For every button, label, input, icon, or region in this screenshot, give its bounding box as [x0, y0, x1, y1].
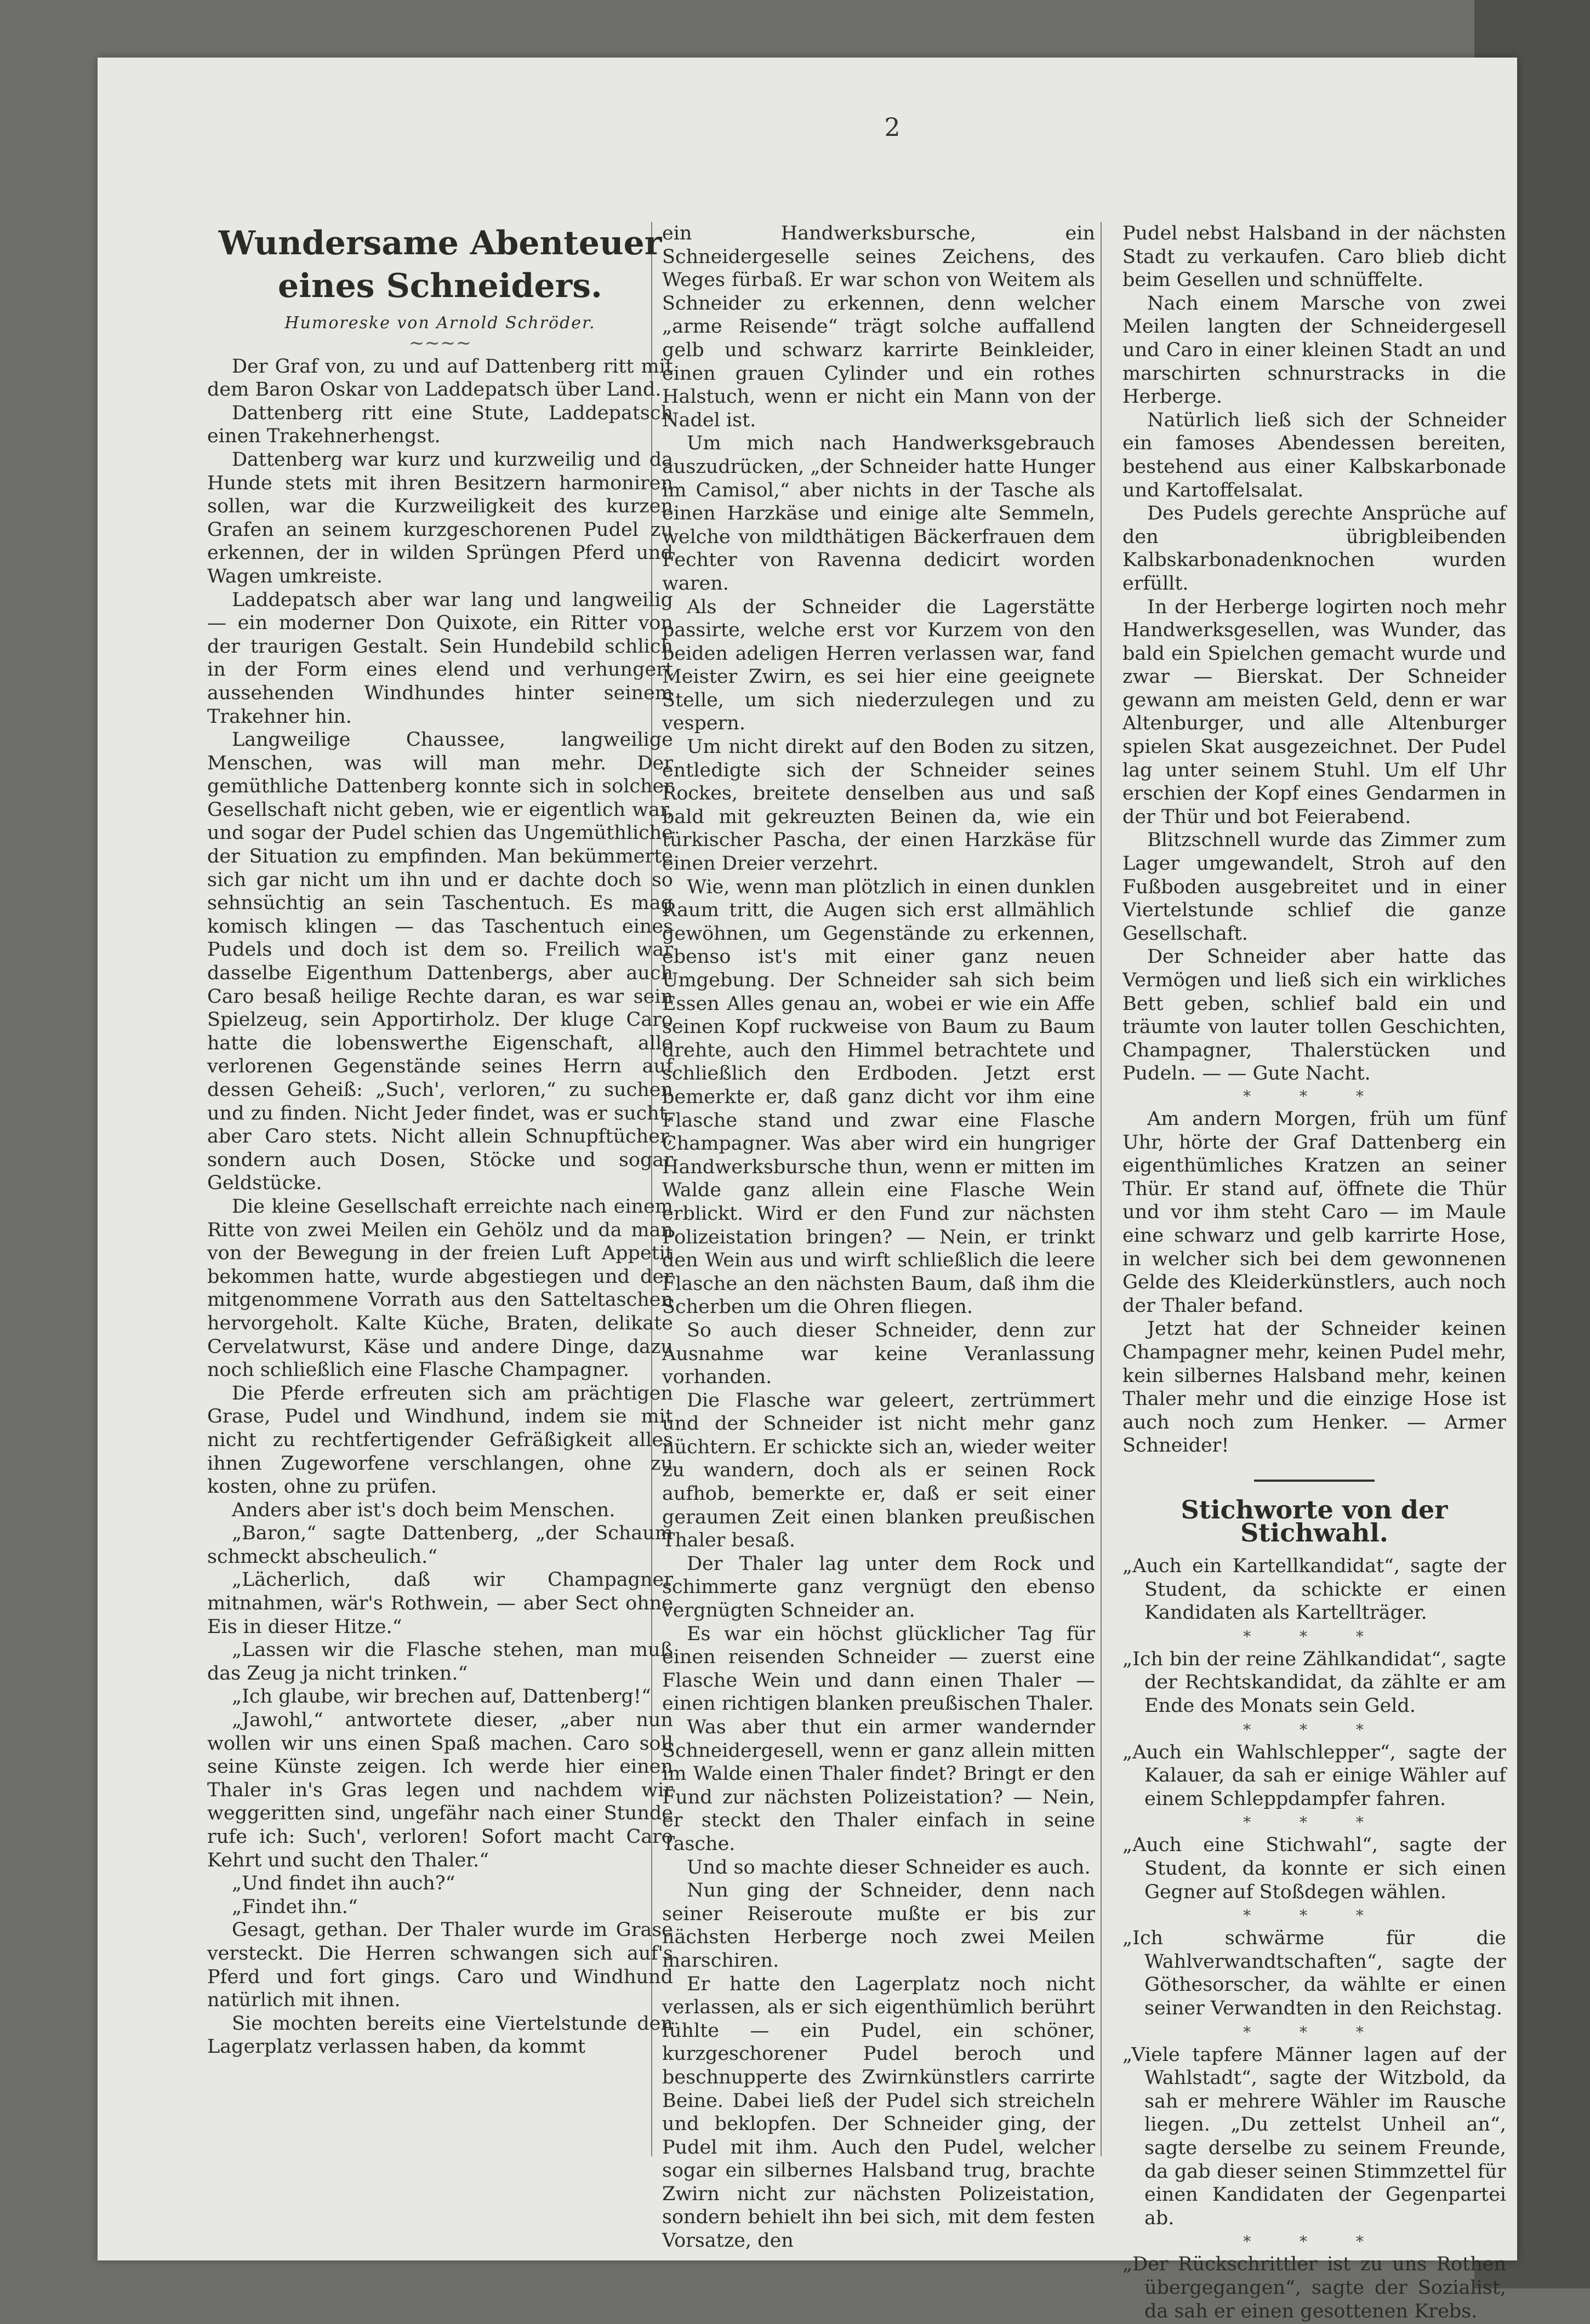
item-separator-stars: * * *: [1243, 2023, 1386, 2041]
item-separator-stars: * * *: [1243, 1813, 1386, 1832]
item-separator-stars: * * *: [1243, 2232, 1386, 2251]
paragraph: Nach einem Marsche von zwei Meilen langten der Schneidergesell und Caro in einer kleinen Stadt an und marschirten schnurstracks in die Herberge.: [1122, 292, 1506, 408]
paragraph: Als der Schneider die Lagerstätte passirte, welche erst vor Kurzem von den beiden adeligen Herren verlassen war, fand Meister Zwirn, es sei hier eine geeignete Stelle, um sich niederzulegen und zu vespern.: [662, 596, 1095, 735]
newspaper-page: [98, 58, 1517, 2322]
item-separator-stars: * * *: [1243, 1627, 1386, 1646]
paragraph: Laddepatsch aber war lang und langweilig — ein moderner Don Quixote, ein Ritter von der traurigen Gestalt. Sein Hundebild schlich in der Form eines elend und verhungert aussehenden Windhundes hinter seinem Trakehner hin.: [207, 589, 673, 728]
paragraph: Wie, wenn man plötzlich in einen dunklen Raum tritt, die Augen sich erst allmählich gewöhnen, um Gegenstände zu erkennen, ebenso ist's mit einer ganz neuen Umgebung. Der Schneider sah sich beim Essen Alles genau an, wobei er wie ein Affe seinen Kopf ruckweise von Baum zu Baum drehte, auch den Himmel betrachtete und schließlich den Erdboden. Jetzt erst bemerkte er, daß ganz dicht vor ihm eine Flasche stand und zwar eine Flasche Champagner. Was aber wird ein hungriger Handwerksbursche thun, wenn er mitten im Walde ganz allein eine Flasche Wein erblickt. Wird er den Fund zur nächsten Polizeistation bringen? — Nein, er trinkt den Wein aus und wirft schließlich die leere Flasche an den nächsten Baum, daß ihm die Scherben um die Ohren fliegen.: [662, 876, 1095, 1318]
article-byline: Humoreske von Arnold Schröder.: [284, 313, 596, 333]
column-2-text: [662, 222, 1095, 2253]
paragraph: Der Thaler lag unter dem Rock und schimmerte ganz vergnügt den ebenso vergnügten Schneider an.: [662, 1552, 1095, 1622]
paragraph: Gesagt, gethan. Der Thaler wurde im Grase versteckt. Die Herren schwangen sich auf's Pferd und fort gings. Caro und Windhund natürlich mit ihnen.: [207, 1919, 673, 2012]
paragraph: Die Pferde erfreuten sich am prächtigen Grase, Pudel und Windhund, indem sie mit nicht zu rechtfertigender Gefräßigkeit alles ihnen Zugeworfene verschlangen, ohne zu kosten, ohne zu prüfen.: [207, 1382, 673, 1498]
column-3-text: [1122, 222, 1506, 1086]
item-separator-stars: * * *: [1243, 1720, 1386, 1739]
paragraph: So auch dieser Schneider, denn zur Ausnahme war keine Veranlassung vorhanden.: [662, 1319, 1095, 1389]
paragraph: Blitzschnell wurde das Zimmer zum Lager umgewandelt, Stroh auf den Fußboden ausgebreitet und in einer Viertelstunde schlief die ganze Gesellschaft.: [1122, 829, 1506, 945]
paragraph: „Lächerlich, daß wir Champagner mitnahmen, wär's Rothwein, — aber Sect ohne Eis in dieser Hitze.“: [207, 1569, 673, 1638]
paragraph: „Findet ihn.“: [232, 1895, 358, 1918]
paragraph: Es war ein höchst glücklicher Tag für einen reisenden Schneider — zuerst eine Flasche Wein und dann einen Thaler — einen richtigen blanken preußischen Thaler.: [662, 1623, 1095, 1715]
paragraph: Um nicht direkt auf den Boden zu sitzen, entledigte sich der Schneider seines Rockes, breitete denselben aus und saß bald mit gekreuzten Beinen da, wie ein türkischer Pascha, der einen Harzkäse für einen Dreier verzehrt.: [662, 736, 1095, 875]
paragraph: „Ich glaube, wir brechen auf, Dattenberg!“: [232, 1686, 651, 1708]
column-2: [662, 222, 1095, 2253]
separator-stars: * * *: [1243, 1087, 1386, 1105]
item-separator-stars: * * *: [1243, 1906, 1386, 1925]
paragraph: Er hatte den Lagerplatz noch nicht verlassen, als er sich eigenthümlich berührt fühlte — ein Pudel, ein schöner, kurzgeschorener Pudel beroch und beschnupperte des Zwirnkünstlers carrirte Beine. Dabei ließ der Pudel sich streicheln und beklopfen. Der Schneider ging, der Pudel mit ihm. Auch den Pudel, welcher sogar ein silbernes Halsband trug, brachte Zwirn nicht zur nächsten Polizeistation, sondern behielt ihn bei sich, mit dem festen Vorsatze, den: [662, 1973, 1095, 2252]
stichwort-item: „Auch eine Stichwahl“, sagte der Student, da konnte er sich einen Gegner auf Stoßdegen wählen.: [1122, 1834, 1506, 1903]
paragraph: Dattenberg war kurz und kurzweilig und da Hunde stets mit ihren Besitzern harmoniren sollen, war die Kurzweiligkeit des kurzen Grafen an seinem kurzgeschorenen Pudel zu erkennen, der in wilden Sprüngen Pferd und Wagen umkreiste.: [207, 448, 673, 587]
paragraph: Der Schneider aber hatte das Vermögen und ließ sich ein wirkliches Bett geben, schlief bald ein und träumte von lauter tollen Geschichten, Champagner, Thalerstücken und Pudeln. — — Gute Nacht.: [1122, 946, 1506, 1085]
paragraph: Anders aber ist's doch beim Menschen.: [232, 1499, 616, 1521]
paragraph: Die kleine Gesellschaft erreichte nach einem Ritte von zwei Meilen ein Gehölz und da man von der Bewegung in der freien Luft Appetit bekommen hatte, wurde abgestiegen und der mitgenommene Vorrath aus den Satteltaschen hervorgeholt. Kalte Küche, Braten, delikate Cervelatwurst, Käse und andere Dinge, dazu noch schließlich eine Flasche Champagner.: [207, 1195, 673, 1381]
column-3: [1122, 222, 1506, 2324]
column-3-ending: [1122, 1107, 1506, 1458]
paragraph: Sie mochten bereits eine Viertelstunde den Lagerplatz verlassen haben, da kommt: [207, 2012, 673, 2058]
paragraph: „Jawohl,“ antwortete dieser, „aber nun wollen wir uns einen Spaß machen. Caro soll seine Künste zeigen. Ich werde hier einen Thaler in's Gras legen und nachdem wir weggeritten sind, ungefähr nach einer Stunde rufe ich: Such', verloren! Sofort macht Caro Kehrt und sucht den Thaler.“: [207, 1709, 673, 1871]
column-1-text: [207, 355, 673, 2059]
paragraph: In der Herberge logirten noch mehr Handwerksgesellen, was Wunder, das bald ein Spielchen gemacht wurde und zwar — Bierskat. Der Schneider gewann am meisten Geld, denn er war Altenburger, und alle Altenburger spielen Skat ausgezeichnet. Der Pudel lag unter seinem Stuhl. Um elf Uhr erschien der Kopf eines Gendarmen in der Thür und bot Feierabend.: [1122, 596, 1506, 828]
paragraph: Pudel nebst Halsband in der nächsten Stadt zu verkaufen. Caro blieb dicht beim Gesellen und schnüffelte.: [1122, 222, 1506, 292]
section-rule: [1254, 1480, 1375, 1482]
ornament: ~~~~: [409, 332, 471, 354]
paragraph: Nun ging der Schneider, denn nach seiner Reiseroute mußte er bis zur nächsten Herberge noch zwei Meilen marschiren.: [662, 1880, 1095, 1972]
stichwort-item: „Ich schwärme für die Wahlverwandtschaften“, sagte der Göthesorscher, da wählte er einen seiner Verwandten in den Reichstag.: [1122, 1927, 1506, 2019]
stichwort-item: „Der Rückschrittler ist zu uns Rothen übergegangen“, sagte der Sozialist, da sah er einen gesottenen Krebs.: [1122, 2253, 1506, 2322]
stichwort-item: „Ich bin der reine Zählkandidat“, sagte der Rechtskandidat, da zählte er am Ende des Monats sein Geld.: [1122, 1648, 1506, 1717]
paragraph: Und so machte dieser Schneider es auch.: [687, 1856, 1091, 1878]
article-title: Wundersame Abenteuer eines Schneiders.: [218, 224, 662, 305]
paragraph: Jetzt hat der Schneider keinen Champagner mehr, keinen Pudel mehr, kein silbernes Halsband mehr, keinen Thaler mehr und die einzige Hose ist auch noch zum Henker. — Armer Schneider!: [1122, 1318, 1506, 1457]
stichwort-item: „Viele tapfere Männer lagen auf der Wahlstadt“, sagte der Witzbold, da sah er mehrere Wähler im Rausche liegen. „Du zettelst Unheil an“, sagte derselbe zu seinem Freunde, da gab dieser seinen Stimmzettel für einen Kandidaten der Gegenpartei ab.: [1122, 2043, 1506, 2229]
paragraph: Was aber thut ein armer wandernder Schneidergesell, wenn er ganz allein mitten im Walde einen Thaler findet? Bringt er den Fund zur nächsten Polizeistation? — Nein, er steckt den Thaler einfach in seine Tasche.: [662, 1716, 1095, 1855]
paragraph: Am andern Morgen, früh um fünf Uhr, hörte der Graf Dattenberg ein eigenthümliches Kratzen an seiner Thür. Er stand auf, öffnete die Thür und vor ihm steht Caro — im Maule eine schwarz und gelb karrirte Hose, in welcher sich bei dem gewonnenen Gelde des Kleiderkünstlers, auch noch der Thaler befand.: [1122, 1107, 1506, 1317]
page-number: 2: [884, 112, 901, 142]
paragraph: Des Pudels gerechte Ansprüche auf den übrigbleibenden Kalbskarbonadenknochen wurden erfüllt.: [1122, 503, 1506, 595]
paragraph: Der Graf von, zu und auf Dattenberg ritt mit dem Baron Oskar von Laddepatsch über Land.: [207, 355, 673, 401]
stichworte-list: [1122, 1555, 1506, 2323]
paragraph: „Lassen wir die Flasche stehen, man muß das Zeug ja nicht trinken.“: [207, 1639, 673, 1685]
paragraph: Die Flasche war geleert, zertrümmert und der Schneider ist nicht mehr ganz nüchtern. Er schickte sich an, wieder weiter zu wandern, doch als er seinen Rock aufhob, bemerkte er, daß er seit einer geraumen Zeit einen blanken preußischen Thaler besaß.: [662, 1389, 1095, 1552]
paragraph: Um mich nach Handwerksgebrauch auszudrücken, „der Schneider hatte Hunger im Camisol,“ aber nichts in der Tasche als einen Harzkäse und einige alte Semmeln, welche von mildthätigen Bäckerfrauen dem Fechter von Ravenna dedicirt worden waren.: [662, 432, 1095, 595]
paragraph: Langweilige Chaussee, langweilige Menschen, was will man mehr. Der gemüthliche Dattenberg konnte sich in solcher Gesellschaft nicht geben, wie er eigentlich war, und sogar der Pudel schien das Ungemüthliche der Situation zu empfinden. Man bekümmerte sich gar nicht um ihn und er dachte doch so sehnsüchtig an sein Taschentuch. Es mag komisch klingen — das Taschentuch eines Pudels und doch ist dem so. Freilich war dasselbe Eigenthum Dattenbergs, aber auch Caro besaß heilige Rechte daran, es war sein Spielzeug, sein Apportirholz. Der kluge Caro hatte die lobenswerthe Eigenschaft, alle verlorenen Gegenstände seines Herrn auf dessen Geheiß: „Such', verloren,“ zu suchen und zu finden. Nicht Jeder findet, was er sucht, aber Caro stets. Nicht allein Schnupftücher, sondern auch Dosen, Stöcke und sogar Geldstücke.: [207, 729, 673, 1195]
stichwort-item: „Auch ein Wahlschlepper“, sagte der Kalauer, da sah er einige Wähler auf einem Schleppdampfer fahren.: [1122, 1741, 1506, 1810]
paragraph: Dattenberg ritt eine Stute, Laddepatsch einen Trakehnerhengst.: [207, 402, 673, 448]
column-rule-right: [1101, 222, 1102, 2156]
paragraph: ein Handwerksbursche, ein Schneidergeselle seines Zeichens, des Weges fürbaß. Er war schon von Weitem als Schneider zu erkennen, denn welcher „arme Reisende“ trägt solche auffallend gelb und schwarz karrirte Beinkleider, einen grauen Cylinder und ein rothes Halstuch, wenn er nicht ein Mann von der Nadel ist.: [662, 222, 1095, 431]
section-title: Stichworte von der Stichwahl.: [1181, 1494, 1448, 1548]
column-1: [207, 222, 673, 2059]
stichwort-item: „Auch ein Kartellkandidat“, sagte der Student, da schickte er einen Kandidaten als Kartellträger.: [1122, 1555, 1506, 1624]
paragraph: „Und findet ihn auch?“: [232, 1872, 455, 1895]
paragraph: „Baron,“ sagte Dattenberg, „der Schaum schmeckt abscheulich.“: [207, 1522, 673, 1568]
paragraph: Natürlich ließ sich der Schneider ein famoses Abendessen bereiten, bestehend aus einer Kalbskarbonade und Kartoffelsalat.: [1122, 409, 1506, 501]
